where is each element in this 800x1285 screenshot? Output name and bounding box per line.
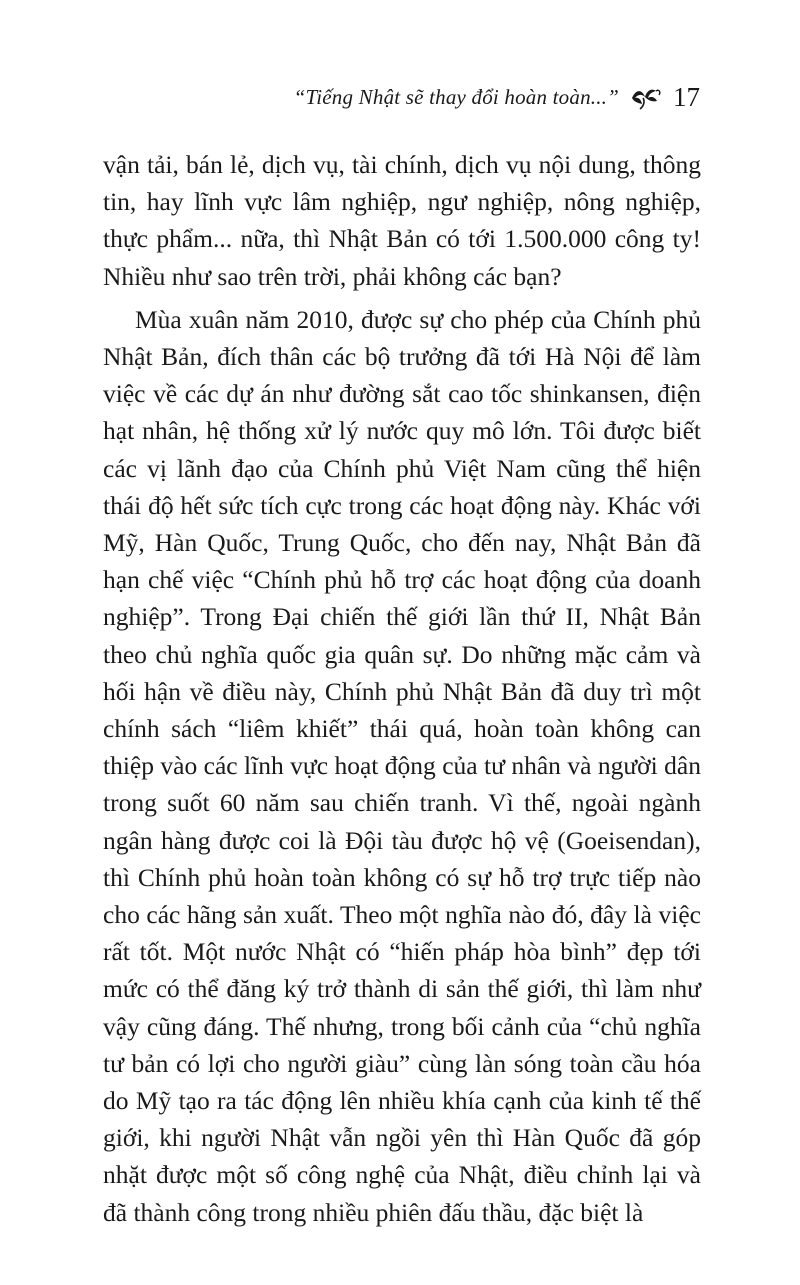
leaf-flourish-icon	[629, 85, 663, 111]
body-text	[103, 146, 701, 1231]
page-number: 17	[673, 82, 700, 112]
running-header	[294, 84, 700, 111]
paragraph-continuation: vận tải, bán lẻ, dịch vụ, tài chính, dịch vụ nội dung, thông tin, hay lĩnh vực lâm nghiệp, ngư nghiệp, nông nghiệp, thực phẩm... nữa, thì Nhật Bản có tới 1.500.000 công ty! Nhiều như sao trên trời, phải không các bạn?	[103, 150, 701, 291]
running-title: “Tiếng Nhật sẽ thay đổi hoàn toàn...”	[293, 85, 619, 109]
paragraph: Mùa xuân năm 2010, được sự cho phép của Chính phủ Nhật Bản, đích thân các bộ trưởng đã tới Hà Nội để làm việc về các dự án như đường sắt cao tốc shinkansen, điện hạt nhân, hệ thống xử lý nước quy mô lớn. Tôi được biết các vị lãnh đạo của Chính phủ Việt Nam cũng thể hiện thái độ hết sức tích cực trong các hoạt động này. Khác với Mỹ, Hàn Quốc, Trung Quốc, cho đến nay, Nhật Bản đã hạn chế việc “Chính phủ hỗ trợ các hoạt động của doanh nghiệp”. Trong Đại chiến thế giới lần thứ II, Nhật Bản theo chủ nghĩa quốc gia quân sự. Do những mặc cảm và hối hận về điều này, Chính phủ Nhật Bản đã duy trì một chính sách “liêm khiết” thái quá, hoàn toàn không can thiệp vào các lĩnh vực hoạt động của tư nhân và người dân trong suốt 60 năm sau chiến tranh. Vì thế, ngoài ngành ngân hàng được coi là Đội tàu được hộ vệ (Goeisendan), thì Chính phủ hoàn toàn không có sự hỗ trợ trực tiếp nào cho các hãng sản xuất. Theo một nghĩa nào đó, đây là việc rất tốt. Một nước Nhật có “hiến pháp hòa bình” đẹp tới mức có thể đăng ký trở thành di sản thế giới, thì làm như vậy cũng đáng. Thế nhưng, trong bối cảnh của “chủ nghĩa tư bản có lợi cho người giàu” cùng làn sóng toàn cầu hóa do Mỹ tạo ra tác động lên nhiều khía cạnh của kinh tế thế giới, khi người Nhật vẫn ngồi yên thì Hàn Quốc đã góp nhặt được một số công nghệ của Nhật, điều chỉnh lại và đã thành công trong nhiều phiên đấu thầu, đặc biệt là	[103, 304, 701, 1227]
